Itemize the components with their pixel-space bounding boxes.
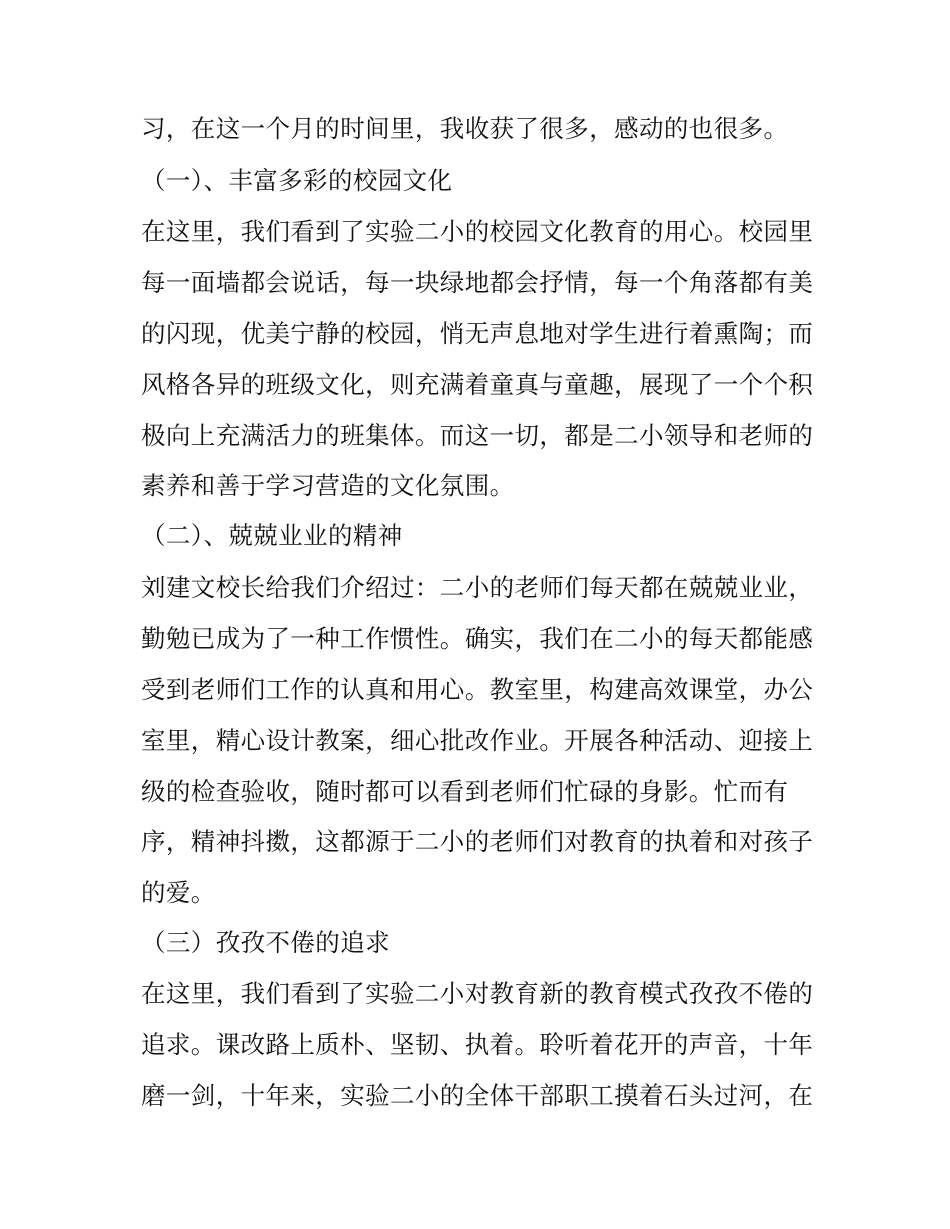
text-line: 级的检查验收，随时都可以看到老师们忙碌的身影。忙而有	[141, 777, 789, 806]
text-line: 风格各异的班级文化，则充满着童真与童趣，展现了一个个积	[141, 370, 814, 399]
section-heading-3: （三）孜孜不倦的追求	[141, 928, 390, 957]
section-heading-1: （一）、丰富多彩的校园文化	[141, 166, 453, 195]
text-line: 勤勉已成为了一种工作惯性。确实，我们在二小的每天都能感	[141, 624, 814, 653]
text-line: 刘建文校长给我们介绍过：二小的老师们每天都在兢兢业业，	[141, 573, 814, 602]
text-line: 受到老师们工作的认真和用心。教室里，构建高效课堂，办公	[141, 675, 814, 704]
section-heading-2: （二）、兢兢业业的精神	[141, 521, 403, 550]
text-line: 素养和善于学习营造的文化氛围。	[141, 471, 515, 500]
text-line: 的闪现，优美宁静的校园，悄无声息地对学生进行着熏陶；而	[141, 319, 814, 348]
text-line: 追求。课改路上质朴、坚韧、执着。聆听着花开的声音，十年	[141, 1030, 814, 1059]
text-line: 序，精神抖擞，这都源于二小的老师们对教育的执着和对孩子	[141, 827, 814, 856]
text-line: 磨一剑，十年来，实验二小的全体干部职工摸着石头过河，在	[141, 1081, 814, 1110]
text-line: 每一面墙都会说话，每一块绿地都会抒情，每一个角落都有美	[141, 268, 814, 297]
text-line: 在这里，我们看到了实验二小的校园文化教育的用心。校园里	[141, 217, 814, 246]
text-line: 极向上充满活力的班集体。而这一切，都是二小领导和老师的	[141, 421, 814, 450]
text-line: 在这里，我们看到了实验二小对教育新的教育模式孜孜不倦的	[141, 979, 814, 1008]
text-line: 的爱。	[141, 878, 216, 907]
text-line: 习，在这一个月的时间里，我收获了很多，感动的也很多。	[141, 114, 789, 143]
text-line: 室里，精心设计教案，细心批改作业。开展各种活动、迎接上	[141, 726, 814, 755]
